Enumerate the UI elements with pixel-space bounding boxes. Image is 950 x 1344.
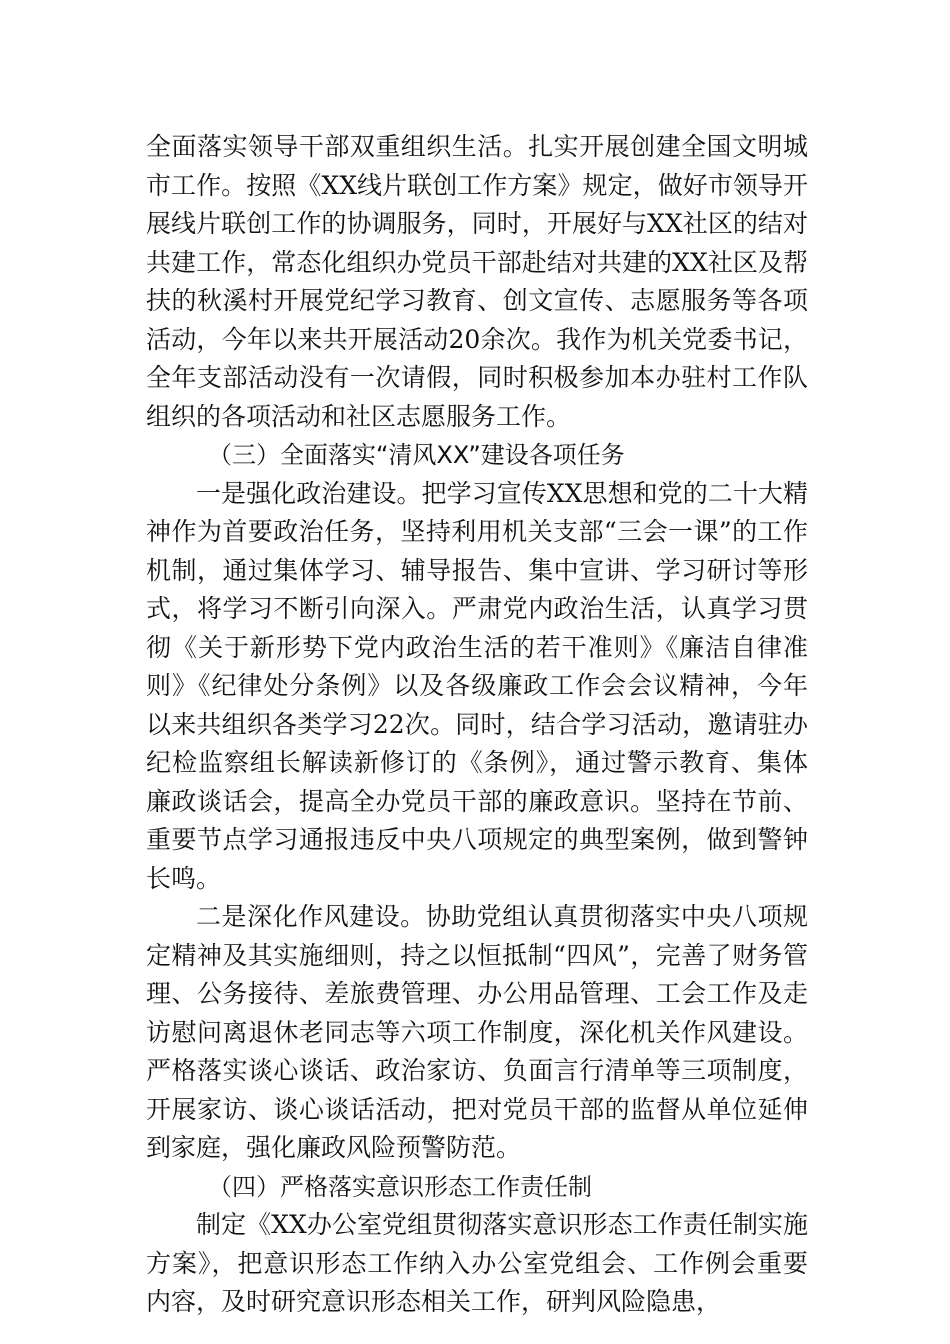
paragraph-work-style: 二是深化作风建设。协助党组认真贯彻落实中央八项规定精神及其实施细则，持之以恒抵制“四风”，完善了财务管理、公务接待、差旅费管理、办公用品管理、工会工作及走访慰问离退休老同志等六项工作制度，深化机关作风建设。严格落实谈心谈话、政治家访、负面言行清单等三项制度，开展家访、谈心谈话活动，把对党员干部的监督从单位延伸到家庭，强化廉政风险预警防范。 — [146, 902, 808, 1162]
document-page — [146, 128, 808, 1322]
paragraph-political-building: 一是强化政治建设。把学习宣传XX思想和党的二十大精神作为首要政治任务，坚持利用机关支部“三会一课”的工作机制，通过集体学习、辅导报告、集中宣讲、学习研讨等形式，将学习不断引向深入。严肃党内政治生活，认真学习贯彻《关于新形势下党内政治生活的若干准则》《廉洁自律准则》《纪律处分条例》以及各级廉政工作会会议精神，今年以来共组织各类学习22次。同时，结合学习活动，邀请驻办纪检监察组长解读新修订的《条例》，通过警示教育、集体廉政谈话会，提高全办党员干部的廉政意识。坚持在节前、重要节点学习通报违反中央八项规定的典型案例，做到警钟长鸣。 — [146, 478, 808, 893]
paragraph-continued: 全面落实领导干部双重组织生活。扎实开展创建全国文明城市工作。按照《XX线片联创工作方案》规定，做好市领导开展线片联创工作的协调服务，同时，开展好与XX社区的结对共建工作，常态化组织办党员干部赴结对共建的XX社区及帮扶的秋溪村开展党纪学习教育、创文宣传、志愿服务等各项活动，今年以来共开展活动20余次。我作为机关党委书记，全年支部活动没有一次请假，同时积极参加本办驻村工作队组织的各项活动和社区志愿服务工作。 — [146, 132, 808, 431]
section-heading-3: （三）全面落实“清风XX”建设各项任务 — [208, 441, 625, 469]
section-heading-4: （四）严格落实意识形态工作责任制 — [208, 1172, 592, 1201]
paragraph-ideology: 制定《XX办公室党组贯彻落实意识形态工作责任制实施方案》，把意识形态工作纳入办公室党组会、工作例会重要内容，及时研究意识形态相关工作，研判风险隐患， — [146, 1210, 808, 1316]
